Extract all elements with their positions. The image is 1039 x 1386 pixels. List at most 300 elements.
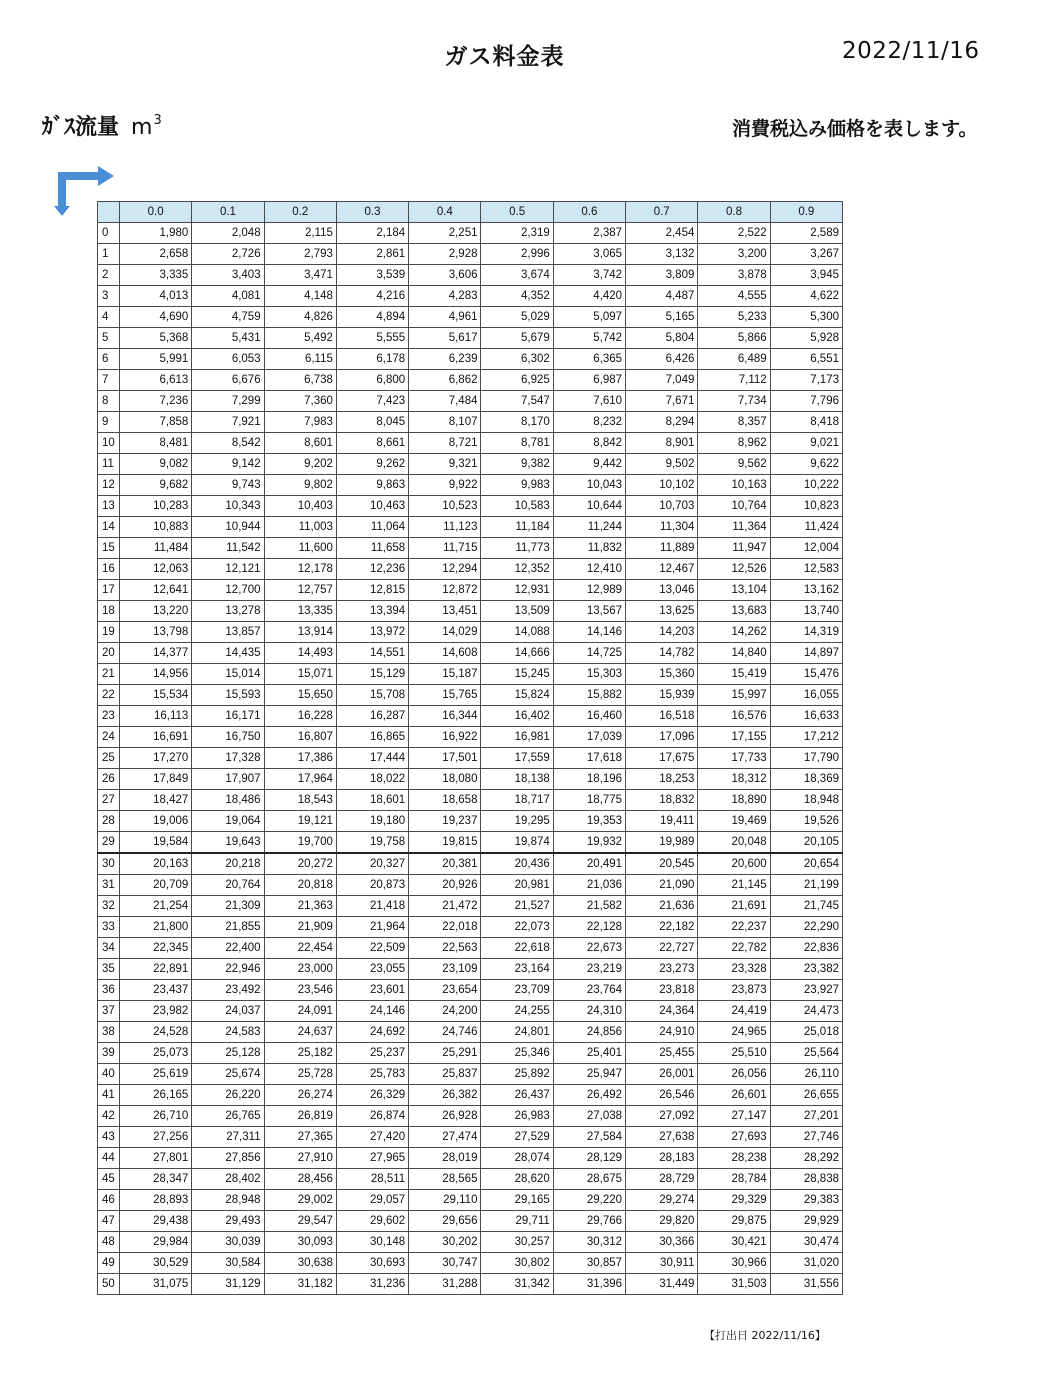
table-row [98, 223, 843, 244]
price-cell: 2,996 [481, 244, 553, 265]
price-cell: 9,321 [409, 454, 481, 475]
price-cell: 5,300 [770, 307, 842, 328]
price-cell: 29,984 [120, 1232, 192, 1253]
price-cell: 18,022 [336, 769, 408, 790]
row-header: 44 [98, 1148, 120, 1169]
price-cell: 2,184 [336, 223, 408, 244]
price-cell: 20,105 [770, 832, 842, 854]
price-cell: 11,773 [481, 538, 553, 559]
table-row [98, 370, 843, 391]
price-cell: 6,925 [481, 370, 553, 391]
price-cell: 21,582 [553, 896, 625, 917]
price-cell: 26,110 [770, 1064, 842, 1085]
price-cell: 5,617 [409, 328, 481, 349]
price-cell: 6,676 [192, 370, 264, 391]
price-cell: 26,655 [770, 1085, 842, 1106]
price-cell: 6,613 [120, 370, 192, 391]
row-header: 8 [98, 391, 120, 412]
price-cell: 27,746 [770, 1127, 842, 1148]
price-cell: 11,832 [553, 538, 625, 559]
row-header: 10 [98, 433, 120, 454]
price-cell: 14,435 [192, 643, 264, 664]
price-cell: 20,381 [409, 853, 481, 875]
table-row [98, 580, 843, 601]
price-cell: 4,216 [336, 286, 408, 307]
price-cell: 2,251 [409, 223, 481, 244]
price-cell: 22,018 [409, 917, 481, 938]
row-header: 34 [98, 938, 120, 959]
price-cell: 6,987 [553, 370, 625, 391]
price-cell: 25,401 [553, 1043, 625, 1064]
price-cell: 17,270 [120, 748, 192, 769]
price-cell: 2,454 [626, 223, 698, 244]
price-cell: 6,053 [192, 349, 264, 370]
price-cell: 19,989 [626, 832, 698, 854]
price-cell: 19,121 [264, 811, 336, 832]
price-cell: 15,014 [192, 664, 264, 685]
price-cell: 17,386 [264, 748, 336, 769]
row-header: 32 [98, 896, 120, 917]
price-cell: 27,311 [192, 1127, 264, 1148]
price-cell: 7,610 [553, 391, 625, 412]
price-cell: 24,037 [192, 1001, 264, 1022]
price-cell: 27,638 [626, 1127, 698, 1148]
price-cell: 12,931 [481, 580, 553, 601]
price-cell: 15,360 [626, 664, 698, 685]
price-cell: 15,939 [626, 685, 698, 706]
price-cell: 14,146 [553, 622, 625, 643]
price-cell: 23,000 [264, 959, 336, 980]
price-cell: 12,410 [553, 559, 625, 580]
price-cell: 31,182 [264, 1274, 336, 1295]
table-row [98, 286, 843, 307]
price-cell: 17,039 [553, 727, 625, 748]
price-cell: 11,424 [770, 517, 842, 538]
row-header: 22 [98, 685, 120, 706]
price-cell: 2,387 [553, 223, 625, 244]
price-cell: 31,396 [553, 1274, 625, 1295]
price-cell: 17,444 [336, 748, 408, 769]
price-cell: 10,043 [553, 475, 625, 496]
price-cell: 6,178 [336, 349, 408, 370]
price-cell: 20,218 [192, 853, 264, 875]
price-cell: 8,781 [481, 433, 553, 454]
price-cell: 9,743 [192, 475, 264, 496]
price-cell: 2,861 [336, 244, 408, 265]
price-cell: 11,658 [336, 538, 408, 559]
price-cell: 30,039 [192, 1232, 264, 1253]
row-header: 16 [98, 559, 120, 580]
price-cell: 23,927 [770, 980, 842, 1001]
price-cell: 7,858 [120, 412, 192, 433]
price-cell: 2,319 [481, 223, 553, 244]
price-cell: 21,145 [698, 875, 770, 896]
price-cell: 29,002 [264, 1190, 336, 1211]
price-cell: 19,469 [698, 811, 770, 832]
price-cell: 26,492 [553, 1085, 625, 1106]
price-cell: 23,055 [336, 959, 408, 980]
price-cell: 18,080 [409, 769, 481, 790]
price-cell: 29,274 [626, 1190, 698, 1211]
gas-flow-unit [131, 112, 162, 140]
table-row [98, 790, 843, 811]
price-cell: 13,451 [409, 601, 481, 622]
table-row [98, 559, 843, 580]
price-cell: 30,529 [120, 1253, 192, 1274]
price-cell: 6,365 [553, 349, 625, 370]
price-cell: 27,474 [409, 1127, 481, 1148]
row-header: 42 [98, 1106, 120, 1127]
price-cell: 28,456 [264, 1169, 336, 1190]
price-cell: 17,790 [770, 748, 842, 769]
price-cell: 22,727 [626, 938, 698, 959]
price-cell: 19,353 [553, 811, 625, 832]
price-cell: 9,262 [336, 454, 408, 475]
price-cell: 25,455 [626, 1043, 698, 1064]
price-cell: 6,489 [698, 349, 770, 370]
price-cell: 13,914 [264, 622, 336, 643]
price-cell: 22,237 [698, 917, 770, 938]
row-header: 26 [98, 769, 120, 790]
price-cell: 2,658 [120, 244, 192, 265]
price-cell: 23,382 [770, 959, 842, 980]
price-cell: 22,618 [481, 938, 553, 959]
price-cell: 22,673 [553, 938, 625, 959]
price-cell: 18,775 [553, 790, 625, 811]
price-cell: 19,932 [553, 832, 625, 854]
price-cell: 28,511 [336, 1169, 408, 1190]
table-row [98, 938, 843, 959]
price-cell: 13,972 [336, 622, 408, 643]
price-cell: 10,283 [120, 496, 192, 517]
price-cell: 25,674 [192, 1064, 264, 1085]
price-cell: 22,128 [553, 917, 625, 938]
price-cell: 4,283 [409, 286, 481, 307]
price-cell: 4,148 [264, 286, 336, 307]
price-cell: 23,328 [698, 959, 770, 980]
row-header: 20 [98, 643, 120, 664]
price-cell: 23,546 [264, 980, 336, 1001]
price-cell: 19,295 [481, 811, 553, 832]
price-cell: 27,092 [626, 1106, 698, 1127]
price-cell: 26,001 [626, 1064, 698, 1085]
price-cell: 15,650 [264, 685, 336, 706]
price-cell: 30,747 [409, 1253, 481, 1274]
price-cell: 16,750 [192, 727, 264, 748]
row-header: 27 [98, 790, 120, 811]
price-cell: 29,329 [698, 1190, 770, 1211]
price-cell: 7,734 [698, 391, 770, 412]
price-cell: 20,600 [698, 853, 770, 875]
price-cell: 3,065 [553, 244, 625, 265]
price-cell: 3,132 [626, 244, 698, 265]
price-cell: 26,819 [264, 1106, 336, 1127]
price-cell: 14,840 [698, 643, 770, 664]
price-cell: 2,522 [698, 223, 770, 244]
price-cell: 16,113 [120, 706, 192, 727]
table-row [98, 685, 843, 706]
row-header: 6 [98, 349, 120, 370]
price-cell: 20,926 [409, 875, 481, 896]
price-cell: 24,692 [336, 1022, 408, 1043]
price-cell: 25,128 [192, 1043, 264, 1064]
price-cell: 31,556 [770, 1274, 842, 1295]
row-header: 28 [98, 811, 120, 832]
price-cell: 4,555 [698, 286, 770, 307]
price-cell: 12,352 [481, 559, 553, 580]
price-cell: 30,202 [409, 1232, 481, 1253]
row-header: 31 [98, 875, 120, 896]
price-cell: 26,874 [336, 1106, 408, 1127]
price-cell: 21,745 [770, 896, 842, 917]
price-cell: 11,947 [698, 538, 770, 559]
price-cell: 5,742 [553, 328, 625, 349]
price-cell: 13,683 [698, 601, 770, 622]
unit-base: m [131, 115, 153, 140]
price-cell: 24,200 [409, 1001, 481, 1022]
row-header: 43 [98, 1127, 120, 1148]
table-row [98, 1253, 843, 1274]
price-cell: 7,921 [192, 412, 264, 433]
row-header: 15 [98, 538, 120, 559]
price-cell: 16,171 [192, 706, 264, 727]
price-cell: 22,400 [192, 938, 264, 959]
price-cell: 16,460 [553, 706, 625, 727]
price-cell: 5,492 [264, 328, 336, 349]
price-cell: 10,523 [409, 496, 481, 517]
price-cell: 21,363 [264, 896, 336, 917]
price-cell: 15,593 [192, 685, 264, 706]
price-cell: 29,602 [336, 1211, 408, 1232]
price-cell: 31,129 [192, 1274, 264, 1295]
price-cell: 25,018 [770, 1022, 842, 1043]
price-cell: 6,551 [770, 349, 842, 370]
price-cell: 3,945 [770, 265, 842, 286]
price-cell: 15,071 [264, 664, 336, 685]
price-cell: 5,555 [336, 328, 408, 349]
price-cell: 21,964 [336, 917, 408, 938]
row-header: 25 [98, 748, 120, 769]
price-cell: 19,700 [264, 832, 336, 854]
row-header: 4 [98, 307, 120, 328]
column-header: 0.6 [553, 202, 625, 223]
price-cell: 10,403 [264, 496, 336, 517]
price-cell: 10,102 [626, 475, 698, 496]
row-header: 50 [98, 1274, 120, 1295]
price-cell: 20,545 [626, 853, 698, 875]
price-cell: 17,675 [626, 748, 698, 769]
row-header: 35 [98, 959, 120, 980]
price-cell: 9,502 [626, 454, 698, 475]
price-cell: 21,254 [120, 896, 192, 917]
price-cell: 25,619 [120, 1064, 192, 1085]
price-cell: 14,551 [336, 643, 408, 664]
price-cell: 14,377 [120, 643, 192, 664]
price-cell: 4,759 [192, 307, 264, 328]
price-cell: 27,693 [698, 1127, 770, 1148]
price-cell: 18,369 [770, 769, 842, 790]
price-cell: 8,357 [698, 412, 770, 433]
price-cell: 16,518 [626, 706, 698, 727]
table-row [98, 1127, 843, 1148]
price-cell: 18,832 [626, 790, 698, 811]
price-cell: 16,691 [120, 727, 192, 748]
price-cell: 20,436 [481, 853, 553, 875]
price-cell: 19,180 [336, 811, 408, 832]
price-cell: 3,539 [336, 265, 408, 286]
price-cell: 25,510 [698, 1043, 770, 1064]
price-cell: 8,842 [553, 433, 625, 454]
price-cell: 26,382 [409, 1085, 481, 1106]
price-cell: 25,073 [120, 1043, 192, 1064]
price-cell: 29,711 [481, 1211, 553, 1232]
row-header: 40 [98, 1064, 120, 1085]
price-cell: 13,625 [626, 601, 698, 622]
price-cell: 12,641 [120, 580, 192, 601]
price-cell: 5,029 [481, 307, 553, 328]
price-cell: 29,438 [120, 1211, 192, 1232]
price-cell: 27,256 [120, 1127, 192, 1148]
price-cell: 18,253 [626, 769, 698, 790]
price-cell: 22,182 [626, 917, 698, 938]
price-cell: 21,090 [626, 875, 698, 896]
price-cell: 25,728 [264, 1064, 336, 1085]
price-cell: 3,742 [553, 265, 625, 286]
price-cell: 19,815 [409, 832, 481, 854]
price-cell: 23,601 [336, 980, 408, 1001]
row-header: 17 [98, 580, 120, 601]
price-cell: 12,700 [192, 580, 264, 601]
price-cell: 21,036 [553, 875, 625, 896]
price-cell: 8,601 [264, 433, 336, 454]
price-cell: 3,200 [698, 244, 770, 265]
price-cell: 30,966 [698, 1253, 770, 1274]
price-cell: 6,738 [264, 370, 336, 391]
price-cell: 23,273 [626, 959, 698, 980]
price-cell: 7,236 [120, 391, 192, 412]
tax-note: 消費税込み価格を表します。 [732, 118, 978, 140]
table-row [98, 412, 843, 433]
table-row [98, 454, 843, 475]
price-cell: 18,717 [481, 790, 553, 811]
price-cell: 16,807 [264, 727, 336, 748]
price-cell: 4,961 [409, 307, 481, 328]
price-cell: 5,928 [770, 328, 842, 349]
table-row [98, 875, 843, 896]
price-cell: 8,418 [770, 412, 842, 433]
row-header: 23 [98, 706, 120, 727]
table-row [98, 622, 843, 643]
price-cell: 14,725 [553, 643, 625, 664]
row-header: 48 [98, 1232, 120, 1253]
price-cell: 29,057 [336, 1190, 408, 1211]
price-cell: 30,693 [336, 1253, 408, 1274]
price-cell: 8,107 [409, 412, 481, 433]
price-cell: 14,493 [264, 643, 336, 664]
price-cell: 24,801 [481, 1022, 553, 1043]
price-cell: 8,232 [553, 412, 625, 433]
price-cell: 30,802 [481, 1253, 553, 1274]
price-cell: 15,997 [698, 685, 770, 706]
table-row [98, 1001, 843, 1022]
price-cell: 19,874 [481, 832, 553, 854]
price-cell: 20,654 [770, 853, 842, 875]
price-cell: 26,765 [192, 1106, 264, 1127]
price-cell: 6,426 [626, 349, 698, 370]
price-cell: 28,019 [409, 1148, 481, 1169]
price-cell: 6,302 [481, 349, 553, 370]
price-cell: 3,471 [264, 265, 336, 286]
row-header: 46 [98, 1190, 120, 1211]
price-cell: 28,893 [120, 1190, 192, 1211]
table-row [98, 496, 843, 517]
price-cell: 12,063 [120, 559, 192, 580]
price-cell: 24,364 [626, 1001, 698, 1022]
row-header: 36 [98, 980, 120, 1001]
price-cell: 24,310 [553, 1001, 625, 1022]
price-cell: 11,484 [120, 538, 192, 559]
price-cell: 25,182 [264, 1043, 336, 1064]
price-cell: 10,944 [192, 517, 264, 538]
table-row [98, 706, 843, 727]
price-cell: 28,838 [770, 1169, 842, 1190]
row-header: 39 [98, 1043, 120, 1064]
price-cell: 14,029 [409, 622, 481, 643]
price-cell: 11,184 [481, 517, 553, 538]
price-cell: 31,503 [698, 1274, 770, 1295]
price-cell: 2,048 [192, 223, 264, 244]
price-cell: 9,382 [481, 454, 553, 475]
table-row [98, 601, 843, 622]
price-cell: 17,964 [264, 769, 336, 790]
price-cell: 24,091 [264, 1001, 336, 1022]
price-cell: 19,758 [336, 832, 408, 854]
price-cell: 6,115 [264, 349, 336, 370]
table-row [98, 1022, 843, 1043]
price-cell: 12,178 [264, 559, 336, 580]
price-cell: 30,584 [192, 1253, 264, 1274]
header-date: 2022/11/16 [842, 38, 980, 64]
price-cell: 9,442 [553, 454, 625, 475]
price-cell: 10,222 [770, 475, 842, 496]
gas-flow-text: ｶﾞｽ流量 [42, 115, 120, 140]
price-cell: 13,278 [192, 601, 264, 622]
price-cell: 4,352 [481, 286, 553, 307]
price-cell: 17,212 [770, 727, 842, 748]
price-cell: 3,878 [698, 265, 770, 286]
table-row [98, 1085, 843, 1106]
price-cell: 11,304 [626, 517, 698, 538]
price-cell: 25,291 [409, 1043, 481, 1064]
price-cell: 21,855 [192, 917, 264, 938]
price-cell: 12,989 [553, 580, 625, 601]
price-cell: 26,220 [192, 1085, 264, 1106]
price-cell: 12,236 [336, 559, 408, 580]
price-cell: 19,526 [770, 811, 842, 832]
table-row [98, 1169, 843, 1190]
price-cell: 8,542 [192, 433, 264, 454]
table-row [98, 433, 843, 454]
price-cell: 15,765 [409, 685, 481, 706]
price-cell: 13,857 [192, 622, 264, 643]
price-cell: 10,463 [336, 496, 408, 517]
price-cell: 26,928 [409, 1106, 481, 1127]
price-cell: 31,342 [481, 1274, 553, 1295]
price-cell: 6,862 [409, 370, 481, 391]
table-row [98, 1274, 843, 1295]
price-cell: 23,873 [698, 980, 770, 1001]
price-cell: 17,559 [481, 748, 553, 769]
